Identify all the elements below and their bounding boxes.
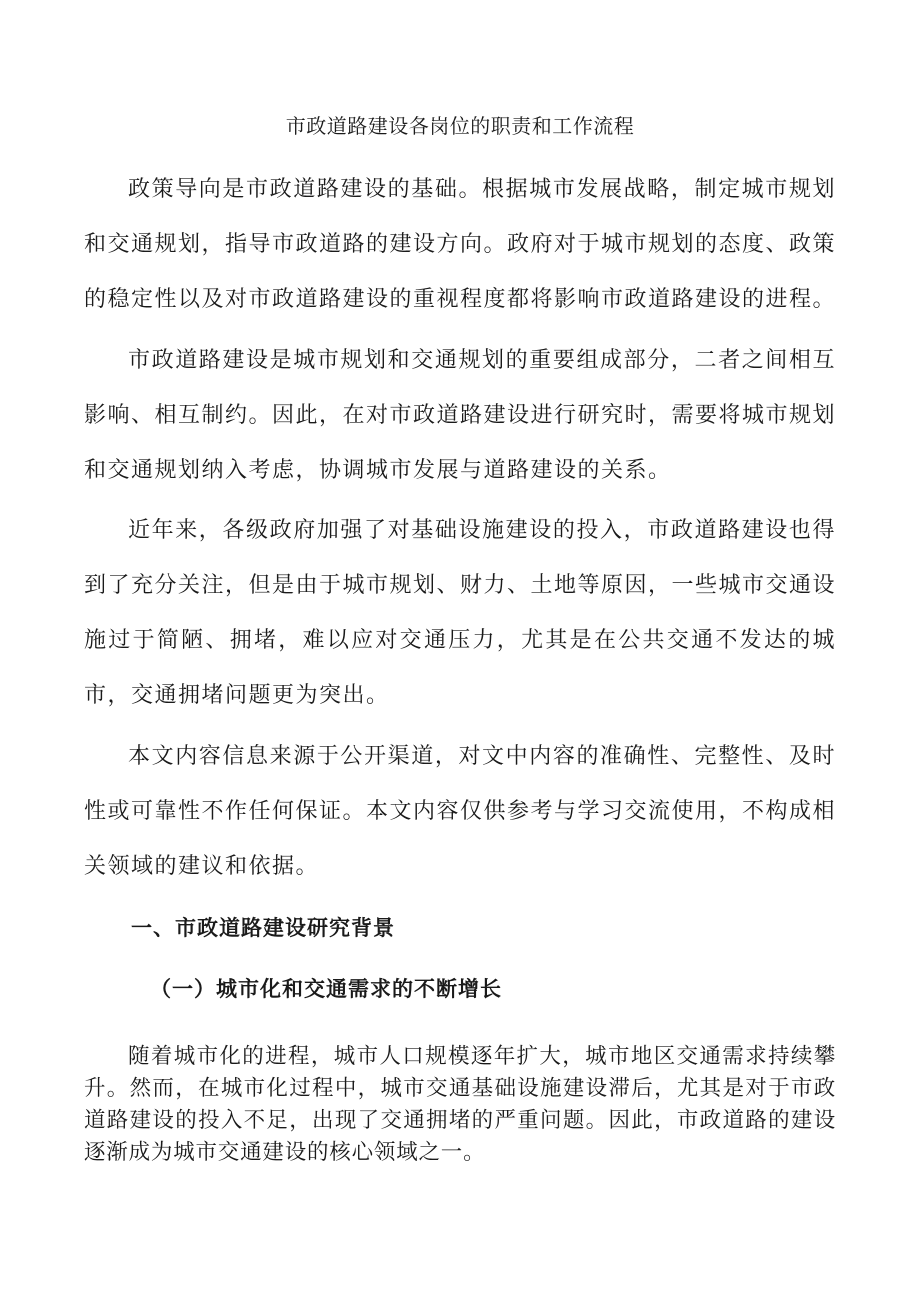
section-heading: 一、市政道路建设研究背景 bbox=[131, 915, 395, 940]
paragraph-planning: 市政道路建设是城市规划和交通规划的重要组成部分，二者之间相互影响、相互制约。因此，在对市政道路建设进行研究时，需要将城市规划和交通规划纳入考虑，协调城市发展与道路建设的关系。 bbox=[84, 348, 837, 483]
paragraph-urbanization: 随着城市化的进程，城市人口规模逐年扩大，城市地区交通需求持续攀升。然而，在城市化过程中，城市交通基础设施建设滞后，尤其是对于市政道路建设的投入不足，出现了交通拥堵的严重问题。因此，市政道路的建设逐渐成为城市交通建设的核心领域之一。 bbox=[84, 1044, 836, 1165]
document-title: 市政道路建设各岗位的职责和工作流程 bbox=[285, 114, 635, 138]
subsection-heading: （一）城市化和交通需求的不断增长 bbox=[150, 976, 502, 1001]
paragraph-policy: 政策导向是市政道路建设的基础。根据城市发展战略，制定城市规划和交通规划，指导市政道路的建设方向。政府对于城市规划的态度、政策的稳定性以及对市政道路建设的重视程度都将影响市政道路建设的进程。 bbox=[84, 177, 837, 312]
paragraph-disclaimer: 本文内容信息来源于公开渠道，对文中内容的准确性、完整性、及时性或可靠性不作任何保证。本文内容仅供参考与学习交流使用，不构成相关领域的建议和依据。 bbox=[84, 744, 837, 879]
paragraph-investment: 近年来，各级政府加强了对基础设施建设的投入，市政道路建设也得到了充分关注，但是由于城市规划、财力、土地等原因，一些城市交通设施过于简陋、拥堵，难以应对交通压力，尤其是在公共交通不发达的城市，交通拥堵问题更为突出。 bbox=[84, 518, 837, 708]
